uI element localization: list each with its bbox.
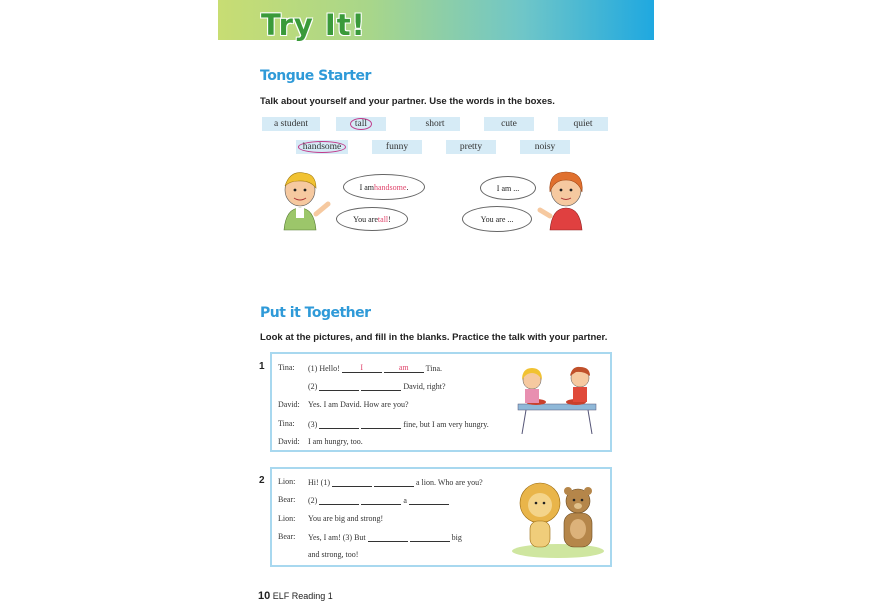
speaker-label: Bear:	[278, 495, 296, 504]
blank-answer[interactable]: am	[384, 363, 424, 373]
tongue-starter-title: Tongue Starter	[260, 68, 371, 84]
exercise-line: I am hungry, too.	[308, 437, 363, 446]
tongue-starter-instruction: Talk about yourself and your partner. Use the words in the boxes.	[260, 96, 555, 107]
blank-field[interactable]	[410, 532, 450, 542]
exercise-line: (2) a	[308, 495, 449, 505]
blank-field[interactable]	[319, 381, 359, 391]
blank-field[interactable]	[319, 495, 359, 505]
word-chip: short	[410, 117, 460, 131]
exercise-line: (3) fine, but I am very hungry.	[308, 420, 489, 429]
book-title: ELF Reading 1	[272, 591, 333, 601]
exercise-line: Hi! (1) a lion. Who are you?	[308, 478, 483, 487]
word-chip-circled: handsome	[296, 140, 348, 154]
exercise-line: Yes, I am! (3) But big	[308, 533, 462, 542]
exercise-line: You are big and strong!	[308, 514, 384, 523]
speaker-label: Tina:	[278, 363, 295, 372]
blank-field[interactable]	[332, 477, 372, 487]
exercise-line: and strong, too!	[308, 550, 359, 559]
speech-bubble-boy-1: I am handsome .	[343, 174, 425, 200]
blank-field[interactable]	[409, 495, 449, 505]
girl-illustration	[536, 168, 592, 232]
blank-field[interactable]	[361, 495, 401, 505]
word-chip: quiet	[558, 117, 608, 131]
exercise-number: 1	[259, 361, 265, 372]
tina-david-illustration	[508, 362, 606, 434]
put-it-together-instruction: Look at the pictures, and fill in the blanks. Practice the talk with your partner.	[260, 332, 608, 343]
word-chip: noisy	[520, 140, 570, 154]
exercise-2-box	[270, 467, 612, 567]
exercise-1-box	[270, 352, 612, 452]
word-chip: cute	[484, 117, 534, 131]
page-footer	[258, 590, 333, 602]
speech-bubble-girl-2: You are ...	[462, 206, 532, 232]
speaker-label: David:	[278, 437, 300, 446]
speech-bubble-boy-2: You are tall !	[336, 207, 408, 231]
put-it-together-title: Put it Together	[260, 305, 371, 321]
exercise-line: Yes. I am David. How are you?	[308, 400, 409, 409]
speaker-label: David:	[278, 400, 300, 409]
boy-illustration	[276, 168, 336, 232]
page	[218, 0, 654, 612]
speech-bubble-girl-1: I am ...	[480, 176, 536, 200]
word-chip: funny	[372, 140, 422, 154]
blank-field[interactable]	[361, 419, 401, 429]
speaker-label: Lion:	[278, 477, 296, 486]
blank-field[interactable]	[361, 381, 401, 391]
lion-bear-illustration	[510, 475, 606, 559]
blank-field[interactable]	[319, 419, 359, 429]
speaker-label: Lion:	[278, 514, 296, 523]
blank-answer[interactable]: I	[342, 363, 382, 373]
exercise-number: 2	[259, 475, 265, 486]
page-title: Try It!	[261, 8, 366, 42]
word-chip: a student	[262, 117, 320, 131]
blank-field[interactable]	[368, 532, 408, 542]
blank-field[interactable]	[374, 477, 414, 487]
word-chip: pretty	[446, 140, 496, 154]
exercise-line: (1) Hello! I am Tina.	[308, 363, 443, 373]
speaker-label: Bear:	[278, 532, 296, 541]
speaker-label: Tina:	[278, 419, 295, 428]
header-banner	[218, 0, 654, 40]
page-number: 10	[258, 590, 271, 602]
exercise-line: (2) David, right?	[308, 382, 446, 391]
word-chip-circled: tall	[336, 117, 386, 131]
